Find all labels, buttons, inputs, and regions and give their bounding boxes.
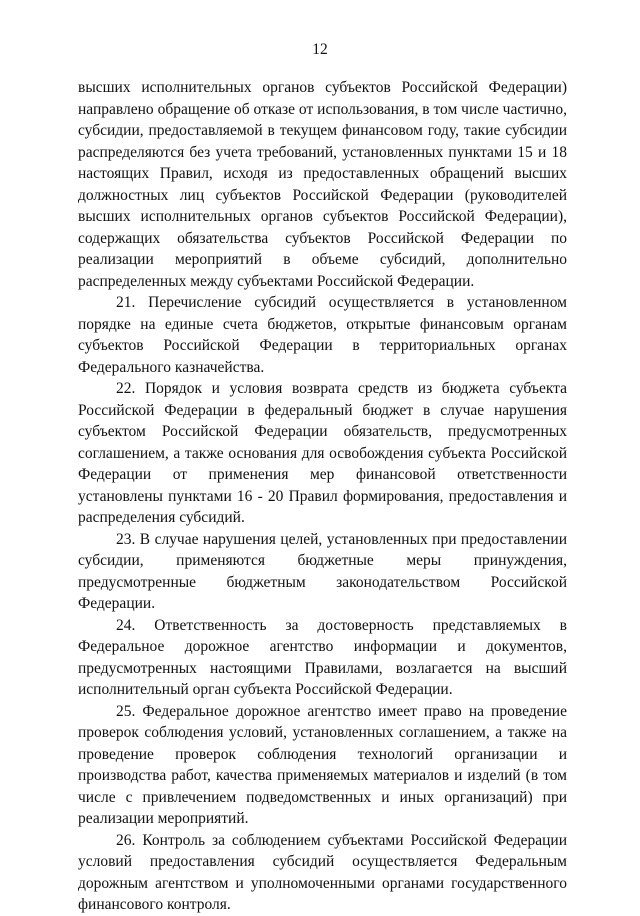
paragraph-24: 24. Ответственность за достоверность представляемых в Федеральное дорожное агентство информации и документов, предусмотренных настоящими Правилами, возлагается на высший исполнительный орган субъекта Российской Федерации. <box>78 616 567 698</box>
paragraph-23: 23. В случае нарушения целей, установленных при предоставлении субсидии, применяются бюджетные меры принуждения, предусмотренные бюджетным законодательством Российской Федерации. <box>78 530 567 612</box>
paragraph-25: 25. Федеральное дорожное агентство имеет право на проведение проверок соблюдения условий, установленных соглашением, а также на проведение проверок соблюдения технологий организации и производства работ, качества применяемых материалов и изделий (в том числе с привлечением подведомственных и иных организаций) при реализации мероприятий. <box>78 702 567 827</box>
paragraph-21: 21. Перечисление субсидий осуществляется в установленном порядке на единые счета бюджетов, открытые финансовым органам субъектов Российской Федерации в территориальных органах Федерального казначейства. <box>78 294 567 376</box>
document-body <box>78 77 567 916</box>
paragraph-22: 22. Порядок и условия возврата средств из бюджета субъекта Российской Федерации в федеральный бюджет в случае нарушения субъектом Российской Федерации обязательств, предусмотренных соглашением, а также основания для освобождения субъекта Российской Федерации от применения мер финансовой ответственности установлены пунктами 16 - 20 Правил формирования, предоставления и распределения субсидий. <box>78 380 567 526</box>
page-number: 12 <box>312 41 328 58</box>
paragraph-continuation: высших исполнительных органов субъектов Российской Федерации) направлено обращение об отказе от использования, в том числе частично, субсидии, предоставляемой в текущем финансовом году, такие субсидии распределяются без учета требований, установленных пунктами 15 и 18 настоящих Правил, исходя из предоставленных обращений высших должностных лиц субъектов Российской Федерации (руководителей высших исполнительных органов субъектов Российской Федерации), содержащих обязательства субъектов Российской Федерации по реализации мероприятий в объеме субсидий, дополнительно распределенных между субъектами Российской Федерации. <box>78 79 567 290</box>
paragraph-26: 26. Контроль за соблюдением субъектами Российской Федерации условий предоставления субсидий осуществляется Федеральным дорожным агентством и уполномоченными органами государственного финансового контроля. <box>78 831 567 913</box>
